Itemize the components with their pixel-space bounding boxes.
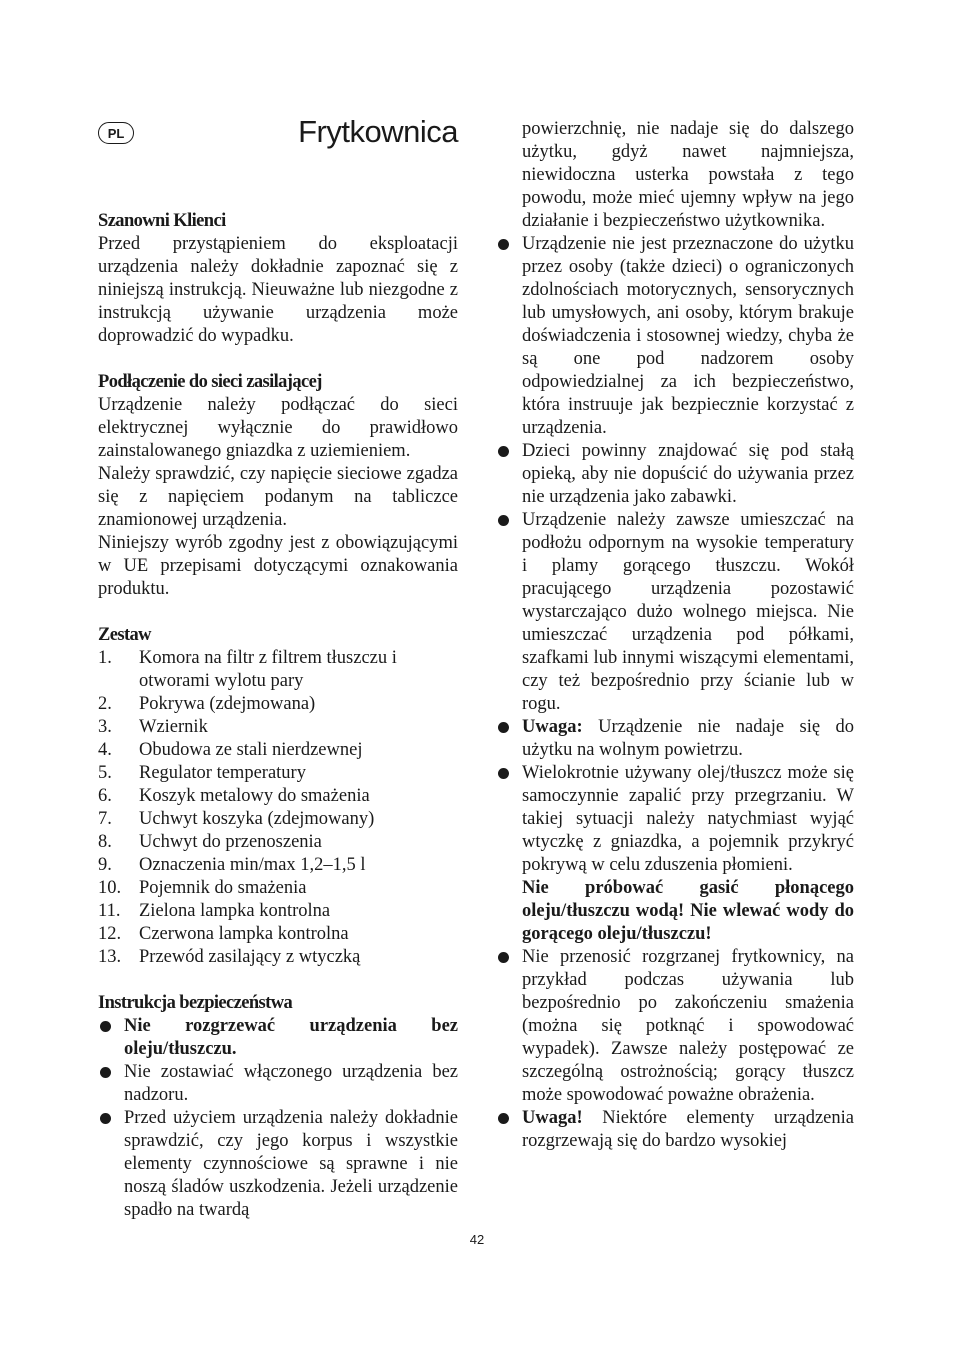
list-item (98, 762, 458, 785)
list-item (496, 762, 854, 946)
safety-item-text: Urządzenie należy zawsze umieszczać na podłożu odpornym na wysokie temperatury i plamy gorącego tłuszczu. Wokół pracującego urządzenia pozostawić wystarczająco dużo wolnego miejsca. Nie umieszczać urządzenia pod półkami, szafkami lub innymi wiszącymi elementami, czy też bezpośrednio przy ścianie lub w rogu. (522, 510, 854, 714)
intro-heading: Szanowni Klienci (98, 211, 226, 231)
safety-item-text: Urządzenie nie jest przeznaczone do użytku przez osoby (także dzieci) o ograniczonych zdolnościach motorycznych, sensorycznych lub umysłowych, ani osoby, którym brakuje doświadczenia i stosownej wiedzy, chyba że są one pod nadzorem osoby odpowiedzialnej za ich bezpieczeństwo, która instruuje jak bezpiecznie korzystać z urządzenia. (522, 234, 854, 438)
list-item-text: Komora na filtr z filtrem tłuszczu i otworami wylotu pary (139, 648, 397, 691)
list-item (98, 739, 458, 762)
list-item (496, 716, 854, 762)
list-item (98, 854, 458, 877)
connection-para-3: Niniejszy wyrób zgodny jest z obowiązującymi w UE przepisami dotyczącymi oznakowania produktu. (98, 533, 458, 599)
bullet-icon (100, 1067, 111, 1078)
list-item-number: 5. (98, 763, 112, 783)
list-item-text: Regulator temperatury (139, 763, 306, 783)
bullet-icon (100, 1021, 111, 1032)
bullet-icon (498, 768, 509, 779)
list-item-number: 9. (98, 855, 112, 875)
safety-item-text: Niektóre elementy urządzenia rozgrzewają się do bardzo wysokiej (522, 1108, 854, 1151)
list-item (98, 923, 458, 946)
list-item (98, 1061, 458, 1107)
intro-section (98, 210, 458, 348)
list-item-number: 12. (98, 924, 122, 944)
list-item (98, 946, 458, 969)
safety-list-right (496, 118, 854, 1153)
list-item (496, 440, 854, 509)
list-item (98, 831, 458, 854)
list-item (98, 716, 458, 739)
list-item-number: 7. (98, 809, 112, 829)
list-item-number: 6. (98, 786, 112, 806)
list-item (98, 647, 458, 693)
list-item (98, 900, 458, 923)
list-item-number: 10. (98, 878, 122, 898)
list-item-continued (496, 118, 854, 233)
list-item-text: Pokrywa (zdejmowana) (139, 694, 316, 714)
list-item (496, 509, 854, 716)
list-item-number: 11. (98, 901, 121, 921)
safety-item-text: Wielokrotnie używany olej/tłuszcz może się samoczynnie zapalić przy przegrzaniu. W takiej sytuacji należy natychmiast wyjąć wtyczkę z gniazdka, a pojemnik przykryć pokrywą w celu zduszenia płomieni. (522, 763, 854, 875)
fire-warning-text: Nie próbować gasić płonącego oleju/tłuszczu wodą! Nie wlewać wody do gorącego oleju/tłuszczu! (522, 878, 854, 944)
page-number: 42 (469, 1232, 485, 1247)
safety-item-text: Przed użyciem urządzenia należy dokładnie sprawdzić, czy jego korpus i wszystkie elementy czynnościowe są sprawne i nie noszą śladów uszkodzenia. Jeżeli urządzenie spadło na twardą (124, 1108, 458, 1220)
safety-section (98, 992, 458, 1222)
list-item-text: Uchwyt do przenoszenia (139, 832, 322, 852)
safety-list-left (98, 1015, 458, 1222)
list-item-text: Pojemnik do smażenia (139, 878, 307, 898)
list-item-number: 4. (98, 740, 112, 760)
list-item (98, 785, 458, 808)
connection-para-1: Urządzenie należy podłączać do sieci elektrycznej wyłącznie do prawidłowo zainstalowanego gniazdka z uziemieniem. (98, 395, 458, 461)
list-item-text: Uchwyt koszyka (zdejmowany) (139, 809, 375, 829)
list-item-number: 13. (98, 947, 122, 967)
list-item (98, 808, 458, 831)
list-item (98, 1015, 458, 1061)
list-item-text: Obudowa ze stali nierdzewnej (139, 740, 363, 760)
list-item (98, 877, 458, 900)
bullet-icon (498, 239, 509, 250)
list-item-number: 2. (98, 694, 112, 714)
list-item (496, 946, 854, 1107)
safety-item-text: Dzieci powinny znajdować się pod stałą opieką, aby nie dopuścić do używania przez nie urządzenia jako zabawki. (522, 441, 854, 507)
list-item-text: Przewód zasilający z wtyczką (139, 947, 361, 967)
warning-label: Uwaga! (522, 1108, 583, 1128)
list-item (496, 233, 854, 440)
safety-item-text: Nie zostawiać włączonego urządzenia bez nadzoru. (124, 1062, 458, 1105)
list-item (98, 693, 458, 716)
bullet-icon (100, 1113, 111, 1124)
safety-item-text: Nie rozgrzewać urządzenia bez oleju/tłuszczu. (124, 1016, 458, 1059)
safety-heading: Instrukcja bezpieczeństwa (98, 993, 293, 1013)
bullet-icon (498, 1113, 509, 1124)
list-item-number: 8. (98, 832, 112, 852)
connection-para-2: Należy sprawdzić, czy napięcie sieciowe zgadza się z napięciem podanym na tabliczce znamionowej urządzenia. (98, 464, 458, 530)
parts-list (98, 647, 458, 969)
connection-section (98, 371, 458, 601)
list-item-text: Zielona lampka kontrolna (139, 901, 331, 921)
page-title: Frytkownica (298, 114, 458, 149)
warning-label: Uwaga: (522, 717, 583, 737)
parts-section (98, 624, 458, 969)
bullet-icon (498, 446, 509, 457)
list-item-text: Czerwona lampka kontrolna (139, 924, 349, 944)
right-column (496, 118, 854, 1153)
intro-text: Przed przystąpieniem do eksploatacji urządzenia należy dokładnie zapoznać się z niniejszą instrukcją. Nieuważne lub niezgodne z instrukcją używanie urządzenia może doprowadzić do wypadku. (98, 234, 458, 346)
safety-item-text: powierzchnię, nie nadaje się do dalszego użytku, gdyż nawet najmniejsza, niewidoczna usterka powstała z tego powodu, może mieć ujemny wpływ na jego działanie i bezpieczeństwo użytkownika. (522, 119, 854, 231)
list-item-number: 1. (98, 648, 112, 668)
list-item-number: 3. (98, 717, 112, 737)
parts-heading: Zestaw (98, 625, 151, 645)
left-column (98, 118, 458, 1222)
list-item-text: Oznaczenia min/max 1,2–1,5 l (139, 855, 366, 875)
safety-item-text: Urządzenie nie nadaje się do użytku na wolnym powietrzu. (522, 717, 854, 760)
connection-heading: Podłączenie do sieci zasilającej (98, 372, 322, 392)
bullet-icon (498, 952, 509, 963)
list-item-text: Koszyk metalowy do smażenia (139, 786, 370, 806)
bullet-icon (498, 515, 509, 526)
list-item (98, 1107, 458, 1222)
safety-item-text: Nie przenosić rozgrzanej frytkownicy, na przykład podczas używania lub bezpośrednio po zakończeniu smażenia (można się potknąć i spowodować wypadek). Zawsze należy postępować ze szczególną ostrożnością; gorący tłuszcz może spowodować poważne obrażenia. (522, 947, 854, 1105)
list-item (496, 1107, 854, 1153)
language-badge: PL (98, 122, 134, 144)
list-item-text: Wziernik (139, 717, 208, 737)
bullet-icon (498, 722, 509, 733)
